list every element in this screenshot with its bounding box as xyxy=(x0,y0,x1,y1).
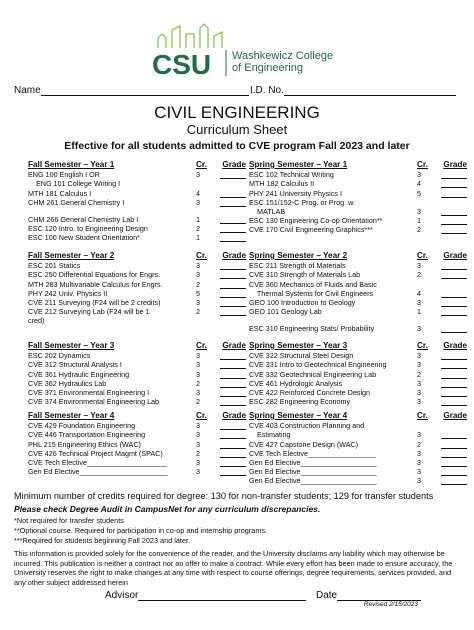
course-name: PHY 241 University Physics I xyxy=(249,188,342,198)
course-credits: 3 xyxy=(196,458,200,468)
grade-blank[interactable] xyxy=(441,360,467,369)
course-credits: 3 xyxy=(196,298,200,308)
grade-spacer xyxy=(220,179,246,187)
course-row xyxy=(28,388,246,397)
course-credits: 3 xyxy=(196,430,200,440)
grade-blank[interactable] xyxy=(441,179,467,188)
semester-block xyxy=(249,160,467,235)
grade-blank[interactable] xyxy=(220,421,246,430)
name-blank[interactable] xyxy=(41,85,249,96)
course-row xyxy=(249,397,467,406)
course-row xyxy=(28,316,246,325)
course-row xyxy=(28,430,246,439)
grade-blank[interactable] xyxy=(220,198,246,207)
course-credits: 2 xyxy=(196,307,200,317)
course-row xyxy=(28,261,246,270)
course-row xyxy=(249,280,467,289)
course-name: ESC 201 Statics xyxy=(28,261,81,271)
course-credits: 3 xyxy=(417,360,421,370)
course-name: CVE Tech Elective_________________ xyxy=(249,448,376,458)
grade-blank[interactable] xyxy=(220,397,246,406)
course-name: Gen Ed Elective___________________ xyxy=(249,467,377,477)
semester-title: Fall Semester – Year 1 xyxy=(28,160,115,169)
course-row xyxy=(249,298,467,307)
credits-header: Cr. xyxy=(196,341,207,350)
course-row xyxy=(28,189,246,198)
grade-blank[interactable] xyxy=(441,351,467,360)
course-name: CVE 212 Surveying Lab (F24 will be 1 xyxy=(28,307,150,317)
course-credits: 2 xyxy=(196,397,200,407)
course-credits: 3 xyxy=(417,388,421,398)
date-blank[interactable] xyxy=(337,590,421,601)
course-name: CVE 331 Intro to Geotechnical Engineering xyxy=(249,360,387,370)
course-name: CVE 170 Civil Engineering Graphics*** xyxy=(249,225,373,235)
college-line-1: Washkewicz College xyxy=(232,50,334,62)
semester-header xyxy=(28,411,246,420)
effective-note: Effective for all students admitted to CVE program Fall 2023 and later xyxy=(64,140,410,152)
date-field[interactable] xyxy=(316,590,421,601)
course-name: ENG 100 English I OR xyxy=(28,170,100,180)
course-credits: 3 xyxy=(196,170,200,180)
course-name xyxy=(249,316,417,324)
course-name: cred) xyxy=(28,316,45,326)
semester-title: Fall Semester – Year 3 xyxy=(28,341,115,350)
grade-blank[interactable] xyxy=(220,289,246,298)
course-name: CVE Tech Elective____________________ xyxy=(28,458,167,468)
course-row xyxy=(28,397,246,406)
course-name: CVE 427 Capstone Design (WAC) xyxy=(249,439,359,449)
grade-spacer xyxy=(441,280,467,288)
grade-blank[interactable] xyxy=(441,225,467,234)
course-name: Gen Ed Elective______________________ xyxy=(28,467,168,477)
course-name: GEO 101 Geology Lab xyxy=(249,307,322,317)
course-credits: 3 xyxy=(417,448,421,458)
course-credits: 3 xyxy=(417,298,421,308)
course-credits xyxy=(417,421,441,430)
grade-blank[interactable] xyxy=(441,170,467,179)
course-credits: 3 xyxy=(417,378,421,388)
course-credits: 3 xyxy=(417,467,421,477)
semester-block xyxy=(28,251,246,326)
course-name: CVE 422 Reinforced Concrete Design xyxy=(249,388,371,398)
course-name: ESC 202 Dynamics xyxy=(28,351,91,361)
grade-header: Grade xyxy=(222,160,246,169)
grade-blank[interactable] xyxy=(220,307,246,316)
credits-header: Cr. xyxy=(196,251,207,260)
course-row xyxy=(28,289,246,298)
grade-blank[interactable] xyxy=(220,388,246,397)
semester-block xyxy=(249,251,467,334)
course-name: CVE 446 Transportation Engineering xyxy=(28,430,146,440)
course-row xyxy=(249,170,467,179)
course-name: Estimating xyxy=(249,430,291,440)
advisor-label: Advisor xyxy=(105,590,139,601)
grade-blank[interactable] xyxy=(441,430,467,439)
course-row xyxy=(28,370,246,379)
grade-blank[interactable] xyxy=(441,298,467,307)
course-row xyxy=(249,458,467,467)
course-name: CVE 374 Environmental Engineering Lab xyxy=(28,397,160,407)
course-name: CVE 403 Construction Planning and xyxy=(249,421,365,431)
course-row xyxy=(249,316,467,324)
course-name: ESC 211 Strength of Materials xyxy=(249,261,346,271)
course-row xyxy=(28,421,246,430)
grade-header: Grade xyxy=(222,411,246,420)
course-credits: 4 xyxy=(417,288,421,298)
course-credits: 3 xyxy=(417,170,421,180)
semester-block xyxy=(28,341,246,406)
course-credits: 2 xyxy=(196,279,200,289)
course-credits: 3 xyxy=(196,270,200,280)
course-name: ESC 282 Engineering Economy xyxy=(249,397,351,407)
course-name: ESC 250 Differential Equations for Engrs. xyxy=(28,270,161,280)
grade-blank[interactable] xyxy=(220,233,246,242)
footnote: *Not required for transfer students xyxy=(14,516,124,525)
course-credits: 1 xyxy=(196,233,200,243)
page-title: CIVIL ENGINEERING xyxy=(154,103,320,122)
course-name: CVE 312 Structural Analysis I xyxy=(28,360,122,370)
semester-header xyxy=(249,341,467,350)
course-row xyxy=(249,370,467,379)
grade-blank[interactable] xyxy=(441,476,467,485)
semester-block xyxy=(249,411,467,486)
course-row xyxy=(249,379,467,388)
course-row xyxy=(249,261,467,270)
grade-blank[interactable] xyxy=(441,449,467,458)
id-blank[interactable] xyxy=(284,85,456,96)
course-row xyxy=(28,307,246,316)
course-row xyxy=(249,421,467,430)
course-name: PHY 242 Univ. Physics II xyxy=(28,288,108,298)
course-row xyxy=(28,449,246,458)
semester-header xyxy=(28,251,246,260)
advisor-field[interactable] xyxy=(105,590,306,601)
course-name: ESC 120 Intro. to Engineering Design xyxy=(28,224,148,234)
grade-blank[interactable] xyxy=(441,397,467,406)
course-name: MTH 181 Calculus I xyxy=(28,188,92,198)
course-credits: 2 xyxy=(196,378,200,388)
semester-block xyxy=(28,411,246,476)
course-credits: 4 xyxy=(196,188,200,198)
course-credits: 1 xyxy=(196,215,200,225)
course-name xyxy=(28,207,196,215)
grade-header: Grade xyxy=(443,341,467,350)
grade-blank[interactable] xyxy=(220,351,246,360)
course-row xyxy=(28,280,246,289)
disclaimer: This information is provided solely for the convenience of the reader, and the University disclaims any liability which may otherwise be incurred. This publication is neither a contract nor an offer to make a contract. While every effort has been made to ensure accuracy, the University reserves the right to make changes at any time with respect to course offerings, degree requirements, services provided, and any other subject addressed herein xyxy=(14,549,453,587)
course-credits: 3 xyxy=(417,207,421,217)
grade-spacer xyxy=(441,421,467,429)
course-row xyxy=(28,379,246,388)
course-name: Thermal Systems for Civil Engineers xyxy=(249,288,374,298)
credits-header: Cr. xyxy=(417,411,428,420)
csu-letters: CSU xyxy=(152,49,212,80)
credits-header: Cr. xyxy=(196,411,207,420)
grade-blank[interactable] xyxy=(220,189,246,198)
course-row xyxy=(28,298,246,307)
footnote: ***Required for students beginning Fall 2023 and later. xyxy=(14,536,191,545)
course-name: ESC 310 Engineering Stats/ Probability xyxy=(249,324,375,334)
course-credits: 2 xyxy=(196,224,200,234)
grade-blank[interactable] xyxy=(441,261,467,270)
course-credits: 3 xyxy=(196,421,200,431)
course-name: ESC 130 Engineering Co-op Orientation** xyxy=(249,216,383,226)
semester-title: Spring Semester – Year 4 xyxy=(249,411,348,420)
advisor-blank[interactable] xyxy=(138,590,306,601)
course-row xyxy=(28,233,246,242)
grade-blank[interactable] xyxy=(441,458,467,467)
grade-blank[interactable] xyxy=(441,307,467,316)
grade-blank[interactable] xyxy=(441,440,467,449)
course-name: GEO 100 Introduction to Geology xyxy=(249,298,356,308)
date-label: Date xyxy=(316,590,338,601)
course-credits xyxy=(196,179,220,188)
course-credits: 5 xyxy=(196,288,200,298)
course-credits: 3 xyxy=(196,467,200,477)
semester-header xyxy=(28,341,246,350)
course-credits: 5 xyxy=(417,188,421,198)
course-credits: 3 xyxy=(417,458,421,468)
college-line-2: of Engineering xyxy=(232,62,303,74)
course-credits: 3 xyxy=(196,388,200,398)
grade-blank[interactable] xyxy=(441,467,467,476)
course-name: Gen Ed Elective___________________ xyxy=(249,458,377,468)
grade-blank[interactable] xyxy=(441,270,467,279)
course-credits: 3 xyxy=(196,360,200,370)
course-credits xyxy=(196,207,220,215)
course-name: CVE 362 Hydraulics Lab xyxy=(28,378,107,388)
grade-spacer xyxy=(220,207,246,215)
grade-blank[interactable] xyxy=(220,379,246,388)
grade-header: Grade xyxy=(222,341,246,350)
course-row xyxy=(28,207,246,215)
course-name: MTH 283 Multivariable Calculus for Engrs. xyxy=(28,279,163,289)
credits-header: Cr. xyxy=(417,341,428,350)
grade-blank[interactable] xyxy=(220,430,246,439)
grade-header: Grade xyxy=(222,251,246,260)
course-credits: 3 xyxy=(196,261,200,271)
semester-header xyxy=(28,160,246,169)
course-credits: 2 xyxy=(417,439,421,449)
course-row xyxy=(249,449,467,458)
course-name: MTH 182 Calculus II xyxy=(249,179,315,189)
course-row xyxy=(28,198,246,207)
revised-date: Revised 2/15/2023 xyxy=(363,601,418,608)
semester-title: Spring Semester – Year 2 xyxy=(249,251,348,260)
course-name: MATLAB xyxy=(249,207,286,217)
course-row xyxy=(249,198,467,207)
course-row xyxy=(28,224,246,233)
course-row xyxy=(249,179,467,188)
grade-spacer xyxy=(441,316,467,324)
grade-blank[interactable] xyxy=(220,270,246,279)
grade-blank[interactable] xyxy=(220,467,246,476)
semester-header xyxy=(249,251,467,260)
semester-title: Fall Semester – Year 4 xyxy=(28,411,115,420)
course-row xyxy=(249,207,467,216)
course-name: ESC 100 New Student Orientation* xyxy=(28,233,140,243)
course-credits: 3 xyxy=(196,439,200,449)
course-row xyxy=(249,467,467,476)
course-row xyxy=(249,289,467,298)
course-credits: 3 xyxy=(417,324,421,334)
course-row xyxy=(28,351,246,360)
course-credits: 2 xyxy=(417,225,421,235)
footnotes xyxy=(14,516,267,546)
course-row xyxy=(28,458,246,467)
grade-blank[interactable] xyxy=(220,298,246,307)
course-name: CVE 361 Hydraulic Engineering xyxy=(28,369,130,379)
course-credits: 3 xyxy=(417,351,421,361)
grade-blank[interactable] xyxy=(220,170,246,179)
course-name: ESC 102 Technical Writing xyxy=(249,170,334,180)
semester-block xyxy=(249,341,467,406)
min-credits: Minimum number of credits required for degree: 130 for non-transfer students; 129 for transfer students xyxy=(14,491,434,501)
grade-blank[interactable] xyxy=(220,261,246,270)
degree-audit-note: Please check Degree Audit in CampusNet for any curriculum discrepancies. xyxy=(14,504,321,514)
course-credits: 3 xyxy=(417,397,421,407)
grade-header: Grade xyxy=(443,251,467,260)
course-credits: 3 xyxy=(417,476,421,486)
course-row xyxy=(249,440,467,449)
course-credits xyxy=(196,316,220,325)
grade-blank[interactable] xyxy=(220,215,246,224)
course-row xyxy=(249,351,467,360)
course-name: CVE 211 Surveying (F24 will be 2 credits) xyxy=(28,298,161,308)
course-name: ENG 101 College Writing I xyxy=(28,179,121,189)
course-credits: 3 xyxy=(196,197,200,207)
course-row xyxy=(28,179,246,188)
course-row xyxy=(249,324,467,333)
course-row xyxy=(249,189,467,198)
course-row xyxy=(249,216,467,225)
course-credits: 3 xyxy=(417,261,421,271)
grade-blank[interactable] xyxy=(220,280,246,289)
course-name: CVE 310 Strength of Materials Lab xyxy=(249,270,361,280)
grade-spacer xyxy=(220,316,246,324)
grade-blank[interactable] xyxy=(220,360,246,369)
grade-blank[interactable] xyxy=(220,440,246,449)
course-row xyxy=(249,388,467,397)
semester-header xyxy=(249,411,467,420)
course-row xyxy=(249,360,467,369)
course-credits: 1 xyxy=(417,307,421,317)
college-name xyxy=(232,50,333,74)
semester-block xyxy=(28,160,246,243)
course-row xyxy=(28,440,246,449)
course-credits: 1 xyxy=(417,216,421,226)
grade-blank[interactable] xyxy=(441,379,467,388)
id-field[interactable] xyxy=(250,85,456,96)
footnote: **Optional course. Required for participation in co-op and internship programs. xyxy=(14,526,268,535)
course-name: CVE 360 Mechanics of Fluids and Basic xyxy=(249,279,377,289)
course-row xyxy=(28,467,246,476)
grade-spacer xyxy=(441,198,467,206)
course-name: CVE 426 Technical Project Magmt (SPAC) xyxy=(28,448,163,458)
grade-blank[interactable] xyxy=(220,458,246,467)
grade-blank[interactable] xyxy=(441,189,467,198)
course-name: CVE 322 Structural Steel Design xyxy=(249,351,354,361)
course-row xyxy=(249,270,467,279)
credits-header: Cr. xyxy=(417,251,428,260)
course-row xyxy=(249,430,467,439)
grade-header: Grade xyxy=(443,411,467,420)
course-name: CVE 332 Geotechnical Engineering Lab xyxy=(249,369,377,379)
course-credits: 2 xyxy=(417,270,421,280)
credits-header: Cr. xyxy=(417,160,428,169)
course-row xyxy=(28,270,246,279)
name-label: Name xyxy=(14,85,41,96)
course-credits: 3 xyxy=(196,351,200,361)
course-credits xyxy=(417,316,441,324)
id-label: I.D. No. xyxy=(250,85,284,96)
course-credits: 4 xyxy=(417,179,421,189)
course-row xyxy=(28,360,246,369)
course-row xyxy=(249,307,467,316)
course-name: CHM 261 General Chemistry I xyxy=(28,197,125,207)
semester-title: Spring Semester – Year 1 xyxy=(249,160,348,169)
grade-header: Grade xyxy=(443,160,467,169)
course-row xyxy=(249,476,467,485)
course-name: CVE 371 Environmental Engineering I xyxy=(28,388,150,398)
grade-blank[interactable] xyxy=(441,207,467,216)
grade-blank[interactable] xyxy=(441,388,467,397)
course-name: CVE 461 Hydrologic Analysis xyxy=(249,378,343,388)
course-credits: 2 xyxy=(196,448,200,458)
course-credits xyxy=(417,280,441,289)
grade-blank[interactable] xyxy=(441,324,467,333)
grade-blank[interactable] xyxy=(441,370,467,379)
grade-blank[interactable] xyxy=(220,370,246,379)
grade-blank[interactable] xyxy=(441,216,467,225)
semester-title: Fall Semester – Year 2 xyxy=(28,251,115,260)
course-name: CHM 266 General Chemistry Lab I xyxy=(28,215,139,225)
grade-blank[interactable] xyxy=(220,224,246,233)
course-row xyxy=(249,225,467,234)
course-name: Gen Ed Elective___________________ xyxy=(249,476,377,486)
semester-header xyxy=(249,160,467,169)
course-credits xyxy=(417,198,441,207)
page-subtitle: Curriculum Sheet xyxy=(186,122,288,137)
credits-header: Cr. xyxy=(196,160,207,169)
course-name: ESC 151/152-C Prog. or Prog. w. xyxy=(249,197,355,207)
course-credits: 3 xyxy=(196,369,200,379)
semester-title: Spring Semester – Year 3 xyxy=(249,341,348,350)
course-row xyxy=(28,215,246,224)
name-field[interactable] xyxy=(14,85,249,96)
course-name: CVE 429 Foundation Engineering xyxy=(28,421,136,431)
course-row xyxy=(28,170,246,179)
course-name: PHL 215 Engineering Ethics (WAC) xyxy=(28,439,141,449)
course-credits: 2 xyxy=(417,369,421,379)
grade-blank[interactable] xyxy=(220,449,246,458)
grade-blank[interactable] xyxy=(441,289,467,298)
course-credits: 3 xyxy=(417,430,421,440)
